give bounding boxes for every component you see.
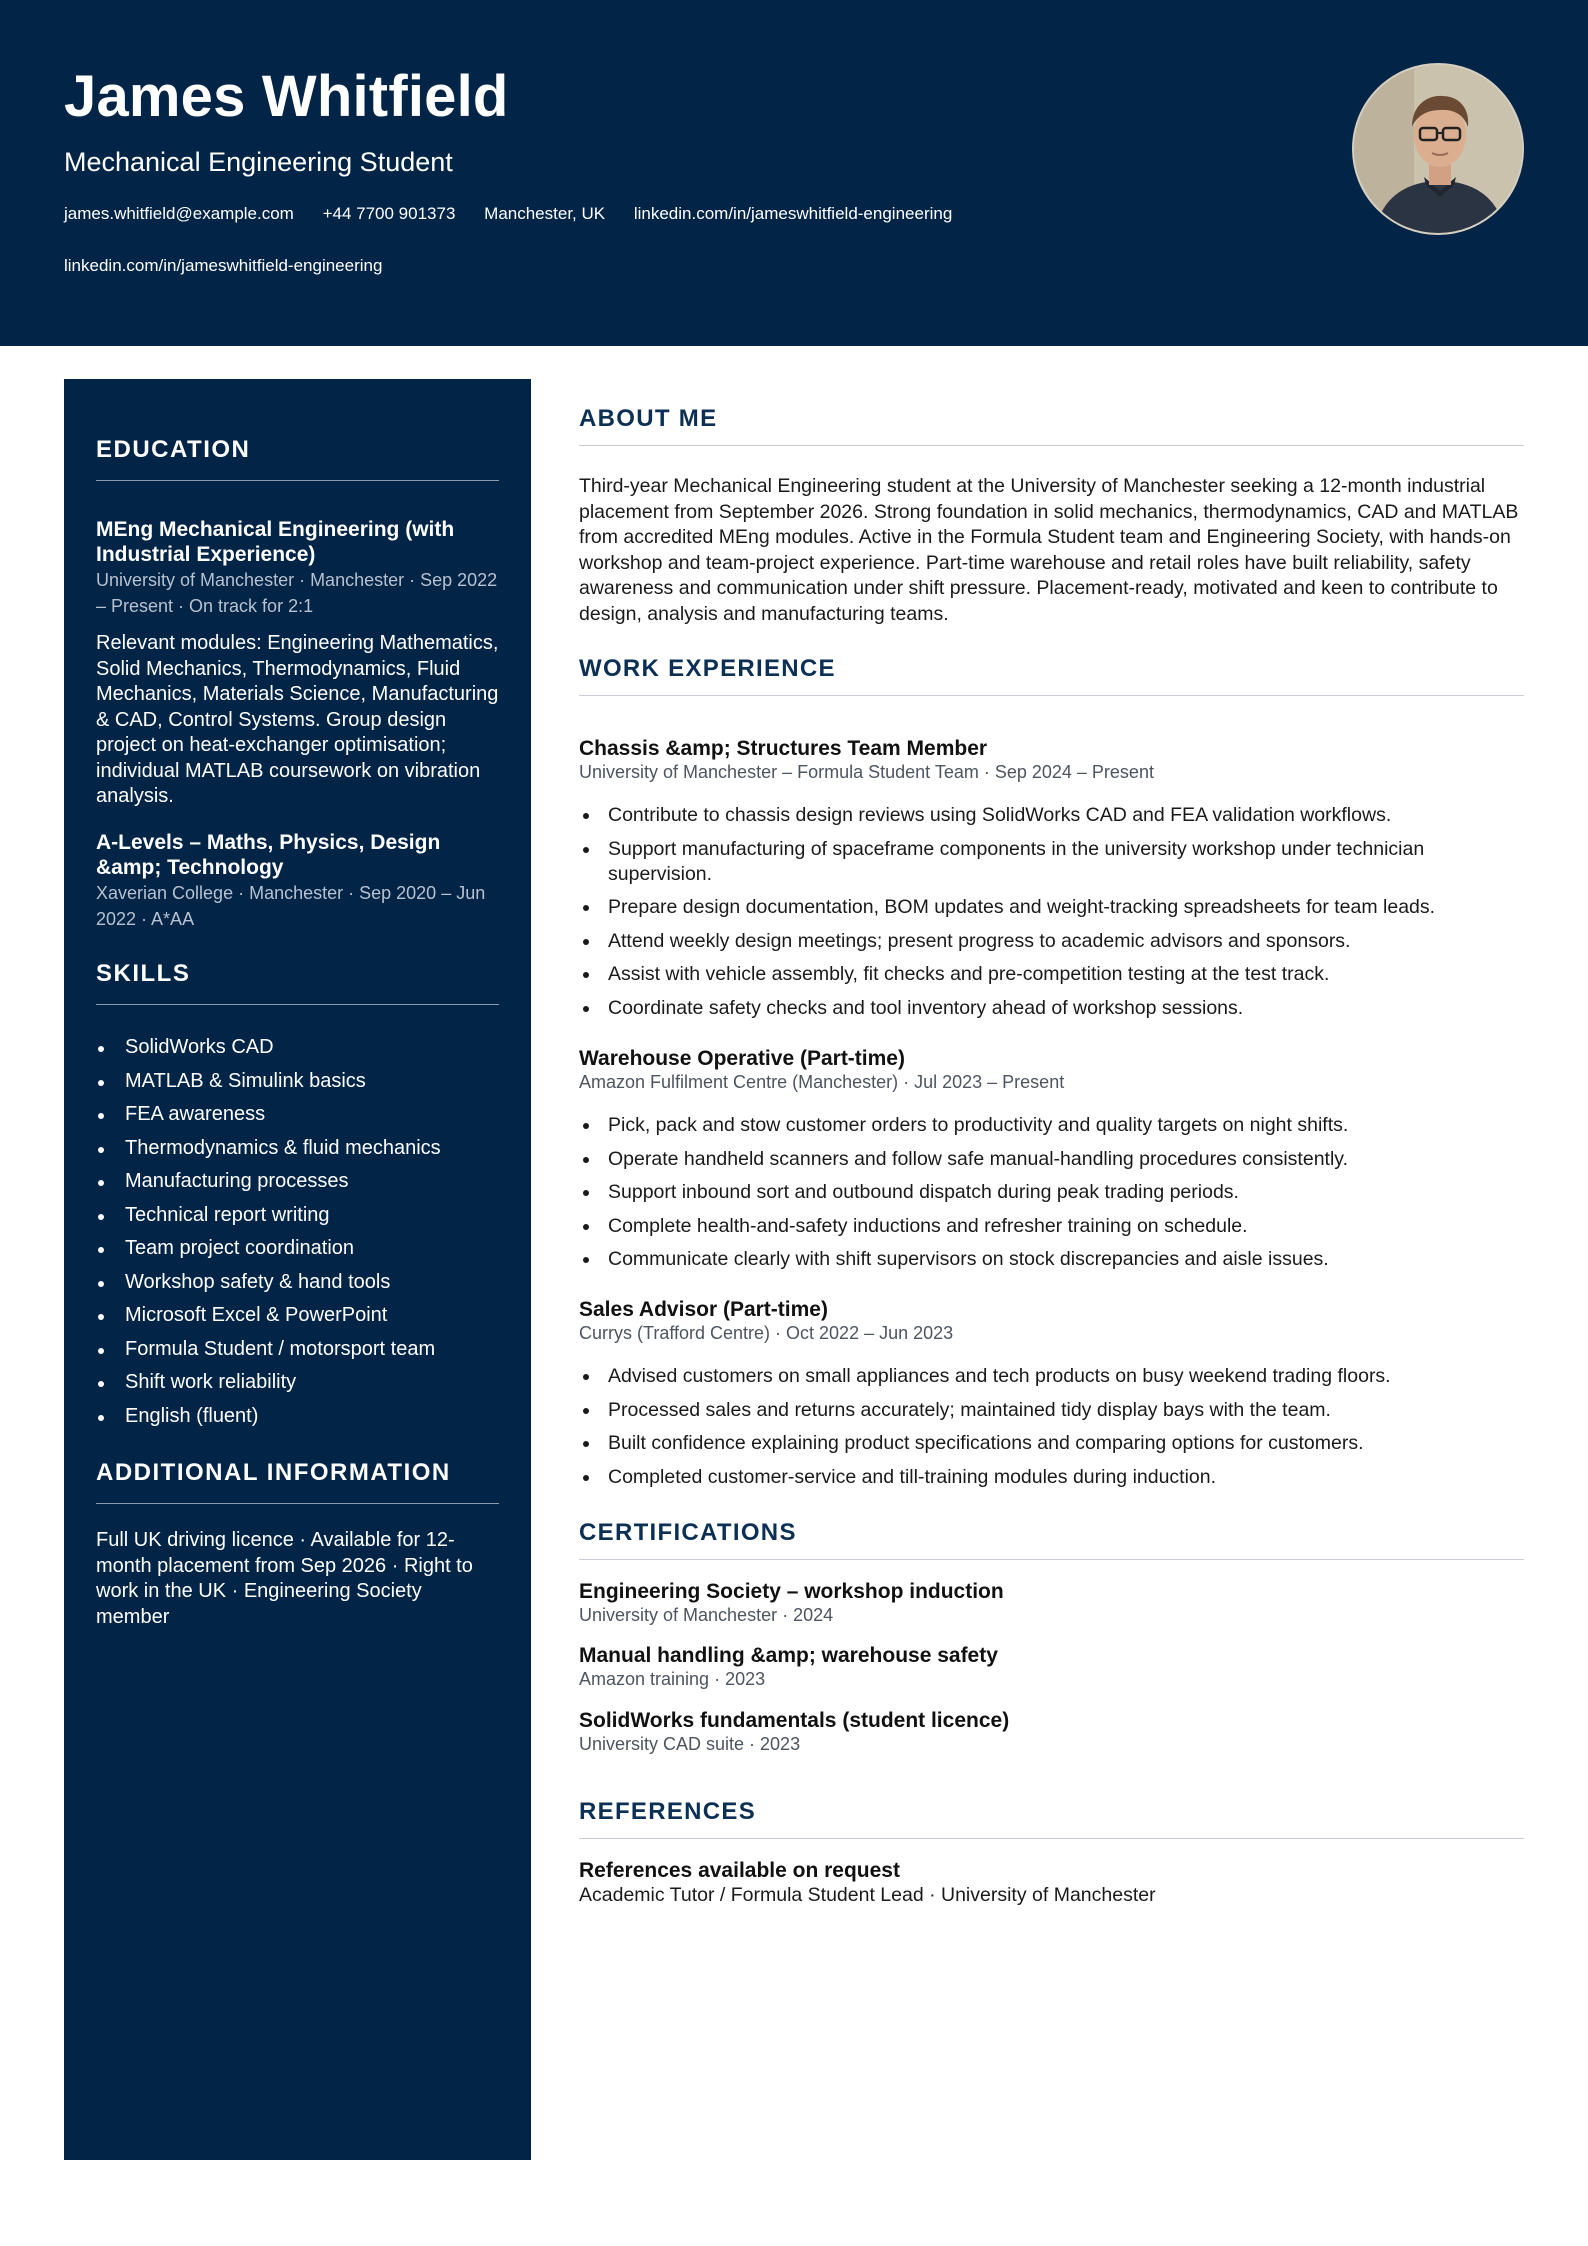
references-title: References available on request: [579, 1859, 900, 1882]
job-title: Chassis &amp; Structures Team Member: [579, 737, 988, 760]
email-link[interactable]: james.whitfield@example.com: [64, 204, 294, 223]
job-bullet: Operate handheld scanners and follow safe manual-handling procedures consistently.: [579, 1147, 1524, 1172]
skill-item: SolidWorks CAD: [96, 1031, 499, 1065]
additional-info-heading: ADDITIONAL INFORMATION: [96, 1458, 499, 1504]
skill-item: Workshop safety & hand tools: [96, 1266, 499, 1300]
education-alevels-meta: Xaverian College · Manchester · Sep 2020 – Jun 2022 · A*AA: [96, 883, 486, 929]
education-item: [96, 517, 499, 810]
about-heading: ABOUT ME: [579, 404, 1524, 446]
profile-photo: [1352, 63, 1524, 235]
location-text: Manchester, UK: [484, 204, 606, 223]
education-alevels-title: A-Levels – Maths, Physics, Design &amp; Technology: [96, 831, 441, 879]
skill-item: MATLAB & Simulink basics: [96, 1065, 499, 1099]
skill-item: Shift work reliability: [96, 1366, 499, 1400]
additional-info-text: Full UK driving licence · Available for 12-month placement from Sep 2026 · Right to work in the UK · Engineering Society member: [96, 1529, 473, 1628]
skill-item: Microsoft Excel & PowerPoint: [96, 1299, 499, 1333]
skill-item: Thermodynamics & fluid mechanics: [96, 1132, 499, 1166]
job-bullet: Built confidence explaining product specifications and comparing options for customers.: [579, 1431, 1524, 1456]
about-text: Third-year Mechanical Engineering student at the University of Manchester seeking a 12-month industrial placement from September 2026. Strong foundation in solid mechanics, thermodynamics, CAD and MATLAB from accredited MEng modules. Active in the Formula Student team and Engineering Society, with hands-on workshop and team-project experience. Part-time warehouse and retail roles have built reliability, safety awareness and communication under shift pressure. Placement-ready, motivated and keen to contribute to design, analysis and manufacturing teams.: [579, 475, 1519, 625]
job-bullet: Communicate clearly with shift supervisors on stock discrepancies and aisle issues.: [579, 1247, 1524, 1272]
skills-list: [96, 1031, 499, 1433]
references-item: [579, 1858, 1524, 1908]
job-bullet: Contribute to chassis design reviews using SolidWorks CAD and FEA validation workflows.: [579, 803, 1524, 828]
education-degree-title: MEng Mechanical Engineering (with Industrial Experience): [96, 518, 455, 566]
job-title: Warehouse Operative (Part-time): [579, 1047, 905, 1070]
skills-heading: SKILLS: [96, 959, 499, 1005]
contact-line: [64, 203, 976, 225]
certification-meta: University of Manchester · 2024: [579, 1605, 834, 1625]
candidate-name: James Whitfield: [64, 64, 509, 129]
job-meta: University of Manchester – Formula Student Team · Sep 2024 – Present: [579, 762, 1154, 782]
linkedin-link-secondary[interactable]: linkedin.com/in/jameswhitfield-engineering: [64, 256, 383, 275]
skill-item: Formula Student / motorsport team: [96, 1333, 499, 1367]
certification-meta: University CAD suite · 2023: [579, 1734, 801, 1754]
job-bullet: Advised customers on small appliances and tech products on busy weekend trading floors.: [579, 1364, 1524, 1389]
job-bullet: Support inbound sort and outbound dispatch during peak trading periods.: [579, 1180, 1524, 1205]
work-experience-heading: WORK EXPERIENCE: [579, 654, 1524, 696]
certification-item: [579, 1643, 1524, 1690]
candidate-role: Mechanical Engineering Student: [64, 147, 453, 177]
job-entry: [579, 1297, 1524, 1498]
job-bullet: Support manufacturing of spaceframe components in the university workshop under technician supervision.: [579, 837, 1524, 887]
education-degree-meta: University of Manchester · Manchester · Sep 2022 – Present · On track for 2:1: [96, 570, 498, 616]
job-entry: [579, 1046, 1524, 1281]
skill-item: English (fluent): [96, 1400, 499, 1434]
certification-item: [579, 1579, 1524, 1626]
job-title: Sales Advisor (Part-time): [579, 1298, 828, 1321]
profile-photo-illustration: [1354, 65, 1524, 235]
education-item: [96, 830, 499, 932]
skill-item: Manufacturing processes: [96, 1165, 499, 1199]
sidebar: [64, 379, 531, 2160]
job-meta: Amazon Fulfilment Centre (Manchester) · Jul 2023 – Present: [579, 1072, 1065, 1092]
job-bullet: Assist with vehicle assembly, fit checks and pre-competition testing at the test track.: [579, 962, 1524, 987]
job-meta: Currys (Trafford Centre) · Oct 2022 – Jun 2023: [579, 1323, 954, 1343]
education-heading: EDUCATION: [96, 435, 499, 481]
linkedin-link[interactable]: linkedin.com/in/jameswhitfield-engineering: [633, 204, 953, 223]
job-bullets: [579, 1113, 1524, 1272]
job-bullet: Completed customer-service and till-training modules during induction.: [579, 1465, 1524, 1490]
certification-title: SolidWorks fundamentals (student licence): [579, 1709, 1010, 1732]
job-bullet: Attend weekly design meetings; present progress to academic advisors and sponsors.: [579, 929, 1524, 954]
skill-item: Technical report writing: [96, 1199, 499, 1233]
phone-text: +44 7700 901373: [322, 204, 456, 223]
certifications-heading: CERTIFICATIONS: [579, 1518, 1524, 1560]
skill-item: Team project coordination: [96, 1232, 499, 1266]
job-bullet: Pick, pack and stow customer orders to productivity and quality targets on night shifts.: [579, 1113, 1524, 1138]
references-meta: Academic Tutor / Formula Student Lead · University of Manchester: [579, 1884, 1156, 1906]
job-bullets: [579, 803, 1524, 1021]
education-degree-description: Relevant modules: Engineering Mathematics, Solid Mechanics, Thermodynamics, Fluid Mechanics, Materials Science, Manufacturing & CAD, Control Systems. Group design project on heat-exchanger optimisation; individual MATLAB coursework on vibration analysis.: [96, 632, 499, 807]
certification-item: [579, 1708, 1524, 1755]
job-bullet: Coordinate safety checks and tool inventory ahead of workshop sessions.: [579, 996, 1524, 1021]
certification-meta: Amazon training · 2023: [579, 1669, 766, 1689]
job-bullet: Complete health-and-safety inductions and refresher training on schedule.: [579, 1214, 1524, 1239]
certification-title: Engineering Society – workshop induction: [579, 1580, 1004, 1603]
job-entry: [579, 736, 1524, 1029]
certification-title: Manual handling &amp; warehouse safety: [579, 1644, 998, 1667]
header-banner: [0, 0, 1588, 346]
references-heading: REFERENCES: [579, 1797, 1524, 1839]
job-bullet: Processed sales and returns accurately; maintained tidy display bays with the team.: [579, 1398, 1524, 1423]
skill-item: FEA awareness: [96, 1098, 499, 1132]
job-bullet: Prepare design documentation, BOM updates and weight-tracking spreadsheets for team leads.: [579, 895, 1524, 920]
job-bullets: [579, 1364, 1524, 1490]
